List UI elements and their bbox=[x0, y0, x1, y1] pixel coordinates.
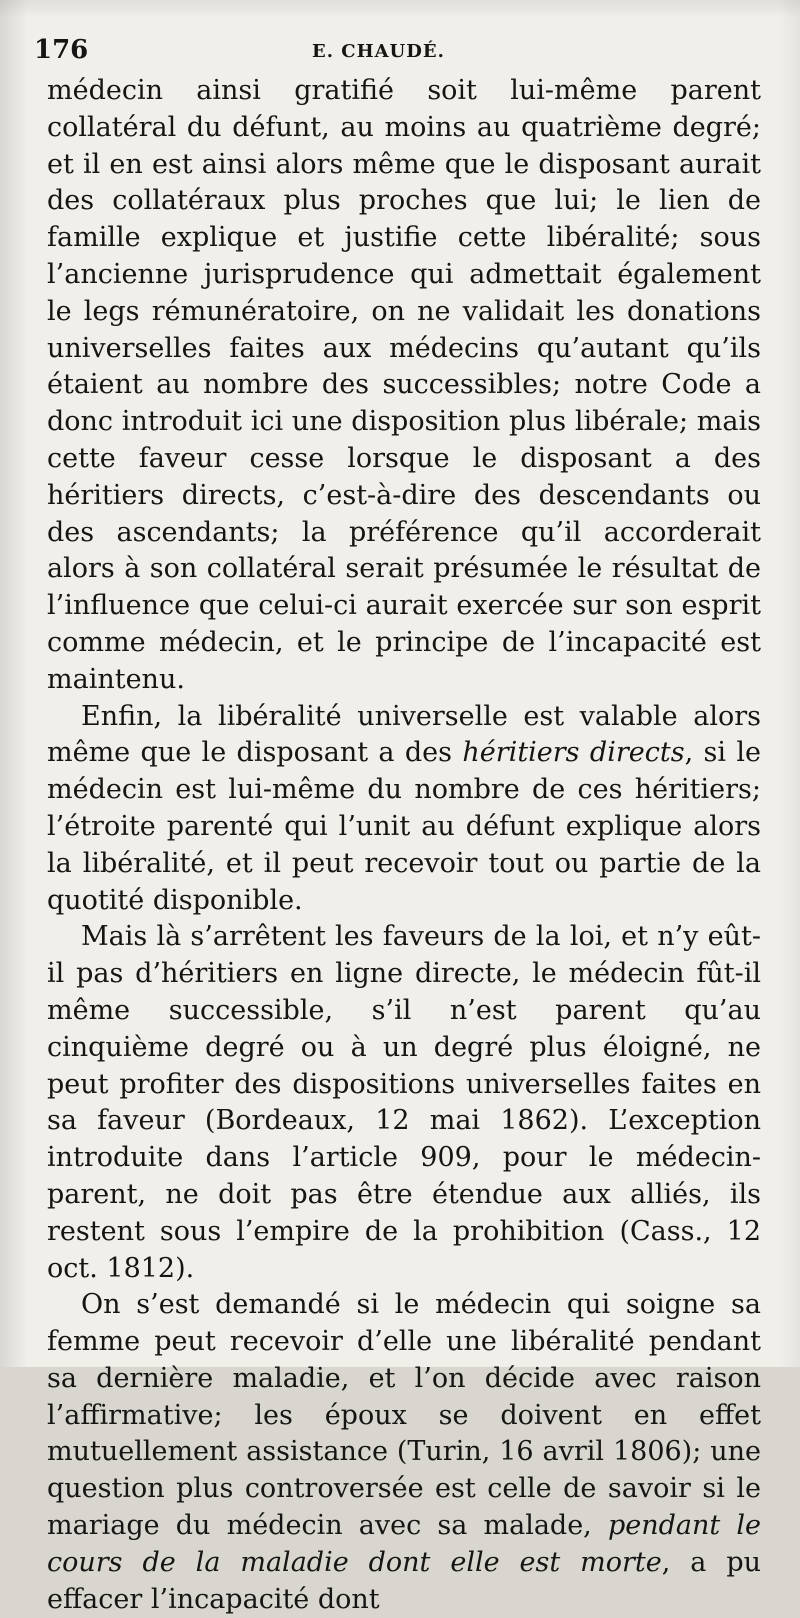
paragraph-text: , a pu effacer l’incapacité dont bbox=[47, 1546, 761, 1615]
page-number: 176 bbox=[34, 35, 89, 65]
paragraph-text: Mais là s’arrêtent les faveurs de la loi, et n’y eût-il pas d’héritiers en ligne directe, le médecin fût-il même successible, s’il n’est parent qu’au cinquième degré ou à un degré plus éloigné, ne peut profiter des dispositions universelles faites en sa faveur (Bordeaux, 12 mai 1862). L’exception introduite dans l’article 909, pour le médecin-parent, ne doit pas être étendue aux alliés, ils restent sous l’empire de la prohibition (Cass., 12 oct. 1812). bbox=[47, 921, 761, 1284]
body-paragraph bbox=[47, 699, 761, 920]
italic-text: héritiers directs bbox=[462, 737, 685, 769]
paragraph-text: , si le médecin est lui-même du nombre de ces héritiers; l’étroite parenté qui l’unit au défunt explique alors la libéralité, et il peut recevoir tout ou partie de la quotité disponible. bbox=[47, 737, 761, 916]
page-gutter-shadow bbox=[0, 0, 28, 1367]
body-text bbox=[47, 73, 761, 1618]
paragraph-text: On s’est demandé si le médecin qui soigne sa femme peut recevoir d’elle une libéralité pendant sa dernière maladie, et l’on décide avec raison l’affirmative; les époux se doivent en effet mutuellement assistance (Turin, 16 avril 1806); une question plus controversée est celle de savoir si le mariage du médecin avec sa malade, bbox=[47, 1289, 761, 1542]
paragraph-text: médecin ainsi gratifié soit lui-même parent collatéral du défunt, au moins au quatrième degré; et il en est ainsi alors même que le disposant aurait des collatéraux plus proches que lui; le lien de famille explique et justifie cette libéralité; sous l’ancienne jurisprudence qui admettait également le legs rémunératoire, on ne validait les donations universelles faites aux médecins qu’autant qu’ils étaient au nombre des successibles; notre Code a donc introduit ici une disposition plus libérale; mais cette faveur cesse lorsque le disposant a des héritiers directs, c’est-à-dire des descendants ou des ascendants; la préférence qu’il accorderait alors à son collatéral serait présumée le résultat de l’influence que celui-ci aurait exercée sur son esprit comme médecin, et le principe de l’incapacité est maintenu. bbox=[47, 75, 761, 695]
italic-text: pendant le cours de la maladie dont elle est morte bbox=[47, 1510, 761, 1578]
body-paragraph bbox=[47, 919, 761, 1287]
running-head: E. CHAUDÉ. bbox=[312, 41, 445, 62]
page-edge-shadow bbox=[778, 0, 800, 1367]
paragraph-text: Enfin, la libéralité universelle est valable alors même que le disposant a des bbox=[47, 700, 761, 769]
body-paragraph bbox=[47, 1287, 761, 1618]
page-top-shadow bbox=[0, 0, 800, 18]
page-header bbox=[30, 30, 760, 74]
body-paragraph bbox=[47, 73, 761, 699]
